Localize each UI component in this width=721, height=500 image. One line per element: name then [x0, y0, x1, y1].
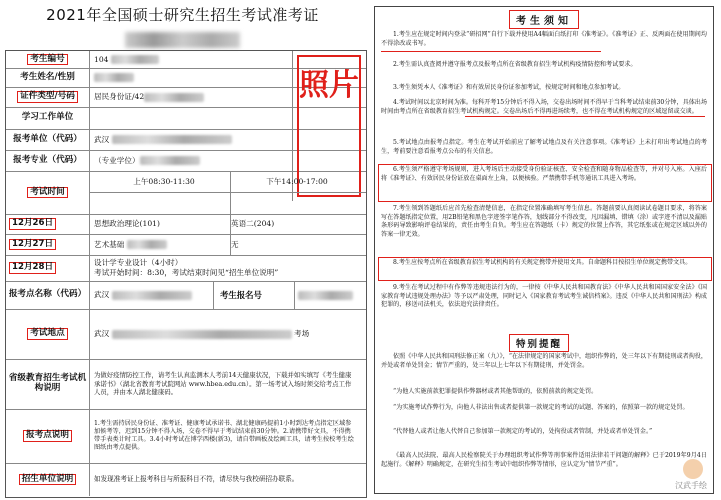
notice-p9: 9.考生在考试过程中有作弊等违规违法行为的，一律按《中华人民共和国教育法》《中华人民共和国国家安全法》《国家教育考试违规处理办法》等予以严肃处理，同时记入《国家教育考试考生诚信档案》。违反《中华人民共和国刑法》构成犯罪的，移送司法机关，依法追究法律责任。 [381, 284, 708, 309]
point-row [6, 409, 366, 464]
day3-row [6, 255, 366, 282]
unit-label: 招生单位说明 [19, 474, 77, 486]
notice-p2: 2.考生需认真查阅并遵守报考点及报考点所在省级教育招生考试机构疫情防控和考试要求。 [393, 61, 637, 68]
day3-label: 12月28日 [9, 262, 56, 274]
province-text: 为做好疫情防控工作，请考生认真监测本人考前14天健康状况，下载并如实填写《考生健康承诺书》（湖北省教育考试院网站 www.hbea.edu.cn）。第一场考试入场时须交给考点工作人员，并由本人湖北健康码。 [94, 371, 352, 397]
special-s2: “为他人实施前款犯罪提供作弊器材或者其他帮助的，依照前款的规定处罚。 [393, 388, 598, 395]
notice-p3: 3.考生须凭本人《准考证》和有效居民身份证参加考试，按规定时间和地点参加考试。 [393, 84, 625, 91]
special-s3: “为实施考试作弊行为，向他人非法出售或者提供第一款规定的考试的试题、答案的，依照第一款的规定处罚。 [393, 404, 689, 411]
exam-site-row [6, 309, 366, 360]
site-no-label: 考生报名号 [220, 289, 262, 300]
notice-p1: 1.考生应在规定时间内登录“研招网”自行下载并使用A4幅面白纸打印《准考证》。《准考证》正、反两面在使用期间均不得涂改或书写。 [381, 31, 707, 47]
day2-row [6, 234, 366, 256]
pm-time: 下午14:00-17:00 [266, 176, 328, 186]
apply-major-label: 报考专业（代码） [6, 150, 90, 171]
day1-row [6, 214, 366, 235]
id-value: 居民身份证/42 [94, 92, 145, 102]
day2-am: 艺术基础 [94, 239, 125, 249]
page-title: 2021年全国硕士研究生招生考试准考证 [46, 6, 319, 24]
unit-row [6, 463, 366, 496]
day1-am: 思想政治理论(101) [94, 219, 160, 229]
school-label: 学习工作单位 [6, 107, 90, 129]
special-s4: “代替他人或者让他人代替自己参加第一款规定的考试的，处拘役或者管制，并处或者单处罚金。” [393, 428, 653, 435]
day1-pm: 英语二(204) [231, 219, 275, 229]
admission-ticket [5, 50, 367, 498]
apply-major-value: （专业学位） [94, 155, 140, 165]
notice-p6: 6.考生须严格遵守考场规则，进入考场后主动接受身份验证核查、安全检查和随身物品检查等，并对号入座。入座后将《准考证》、有效居民身份证放在桌面左上角，以便核验。严禁携带手机等通讯工具进入考场。 [381, 166, 707, 182]
apply-unit-value: 武汉 [94, 134, 110, 144]
point-label: 报考点说明 [23, 430, 72, 442]
exam-number-value: 104 [94, 54, 109, 64]
province-label: 省级教育招生考试机构说明 [6, 359, 90, 409]
notice-title: 考生须知 [509, 10, 579, 29]
watermark-hand-icon [683, 459, 703, 479]
notice-p7: 7.考生领到答题纸后应首先检查清楚信息，在指定位置准确填写考生信息。答题前要认真阅读试卷题目要求，将答案写在答题纸指定位置，用2B铅笔和黑色字迹签字笔作答，划线部分不得改变，凡因漏填、错填（涂）或字迹不清以及漏贴条形码导致影响评卷结果的，责任由考生自负。考生应在答题纸（卡）规定的位置上作答，其它纸张或在规定区域以外的答案一律无效。 [381, 205, 707, 238]
special-s1: 依照《中华人民共和国刑法修正案（九）》，“在法律规定的国家考试中，组织作弊的，处三年以下有期徒刑或者拘役，并处或者单处罚金；情节严重的，处三年以上七年以下有期徒刑，并处罚金。 [381, 353, 707, 369]
day1-label: 12月26日 [9, 218, 56, 230]
special-reminder-title: 特别提醒 [509, 334, 569, 352]
unit-text: 如发现准考证上报考科目与所报科目不符，请尽快与我校研招办联系。 [94, 475, 299, 484]
notice-p5: 5.考试地点由报考点指定。考生在考试开始前应了解考试地点及有关注意事项。《准考证》上未打印出考试地点的考生，考前要注意看报考点公布的有关信息。 [381, 139, 707, 155]
watermark: 汉武手绘 [675, 481, 707, 490]
exam-time-row [6, 171, 366, 215]
apply-unit-label: 报考单位（代码） [6, 129, 90, 150]
day2-pm: 无 [231, 239, 239, 249]
notice-p4: 4.考试时间以北京时间为准。每科开考15分钟后不得入场，交卷出场时间不得早于当科考试结束前30分钟，具体出场时间由考点所在省级教育招生考试机构规定。交卷出场后不得再进场续考，也不得在考试机构规定的区域逗留或交谈。 [381, 99, 707, 115]
special-s5: 《最高人民法院、最高人民检察院关于办理组织考试作弊等刑事案件适用法律若干问题的解释》已于2019年9月4日起施行。《解释》明确规定，在研究生招生考试中组织作弊等情形，应认定为“情节严重”。 [381, 452, 707, 468]
day3-line2: 考试开始时间：8:30，考试结束时间见“招生单位说明” [94, 268, 279, 277]
exam-point-row [6, 281, 366, 310]
am-time: 上午08:30-11:30 [133, 176, 195, 186]
day3-line1: 设计学专业设计（4小时） [94, 258, 183, 268]
notice-p8: 8.考生应按考点所在省级教育招生考试机构的有关规定携带并使用文具。自命题科目按招生单位规定携带文具。 [393, 259, 692, 266]
exam-point-value: 武汉 [94, 290, 110, 300]
notice-panel [374, 6, 714, 494]
exam-site-suffix: 考场 [294, 329, 310, 339]
exam-point-label: 报考点名称（代码） [6, 281, 90, 309]
photo-label: 照片 [299, 68, 359, 103]
redacted-subtitle [125, 32, 240, 48]
exam-site-prefix: 武汉 [94, 329, 110, 339]
day2-label: 12月27日 [9, 239, 56, 251]
id-label: 证件类型/号码 [17, 91, 78, 103]
point-text: 1.考生需持居民身份证、准考证、健康考试承诺书、湖北健康码提前1小时到达考点指定区域参加候考等，迟到15分钟不得入场，交卷不得早于考试结束前30分钟。2.请携带好文具，不得携带手表类计时工具。3.4小时考试在博学西楼(新3)，请自带画板及绘画工具，请考生按校考生绘图纸由考点提供。 [94, 419, 354, 452]
province-row [6, 359, 366, 410]
exam-site-label: 考试地点 [27, 328, 67, 340]
name-label: 考生姓名/性别 [6, 68, 90, 87]
exam-time-label: 考试时间 [27, 187, 67, 199]
exam-number-label: 考生编号 [27, 54, 67, 66]
